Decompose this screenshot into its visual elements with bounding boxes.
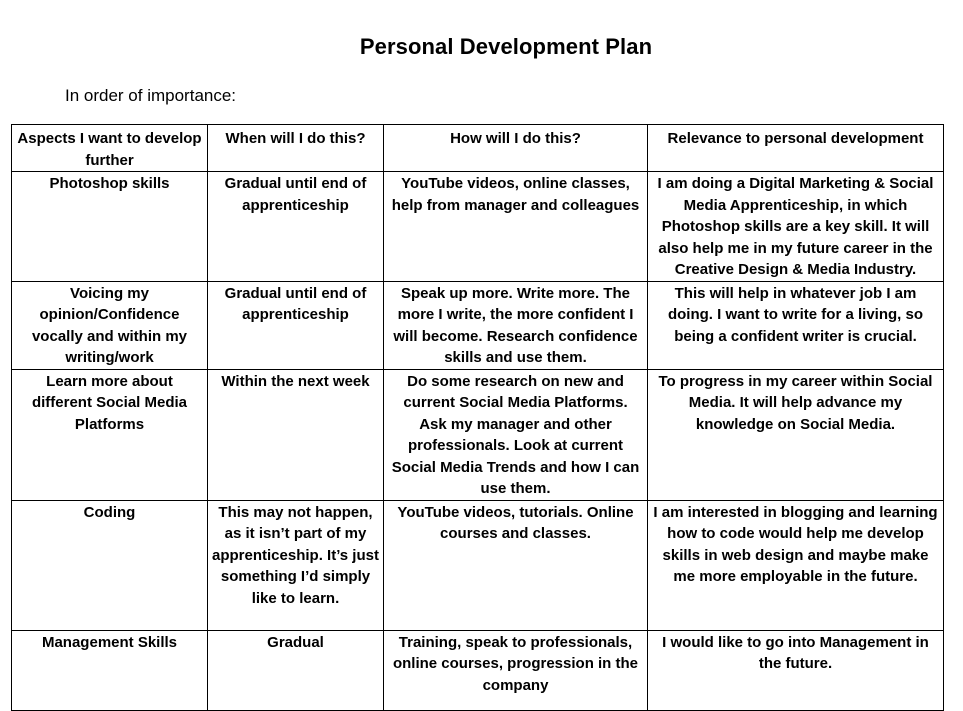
cell-aspect: Photoshop skills [12, 172, 208, 282]
header-aspects: Aspects I want to develop further [12, 125, 208, 172]
cell-how: Speak up more. Write more. The more I write, the more confident I will become. Research confidence skills and use them. [384, 281, 648, 369]
cell-relevance: This will help in whatever job I am doing. I want to write for a living, so being a confident writer is crucial. [648, 281, 944, 369]
cell-when: This may not happen, as it isn’t part of my apprenticeship. It’s just something I’d simply like to learn. [208, 500, 384, 630]
cell-how[interactable]: YouTube videos, tutorials. Online courses and classes. [384, 500, 648, 630]
cell-when: Gradual [208, 630, 384, 710]
cell-relevance: I would like to go into Management in the future. [648, 630, 944, 710]
cell-aspect: Voicing my opinion/Confidence vocally and within my writing/work [12, 281, 208, 369]
cell-relevance: I am interested in blogging and learning how to code would help me develop skills in web design and maybe make me more employable in the future. [648, 500, 944, 630]
header-relevance: Relevance to personal development [648, 125, 944, 172]
cell-when: Gradual until end of apprenticeship [208, 281, 384, 369]
cell-how: Training, speak to professionals, online courses, progression in the company [384, 630, 648, 710]
cell-when: Within the next week [208, 369, 384, 500]
cell-aspect: Management Skills [12, 630, 208, 710]
development-plan-table [11, 124, 944, 711]
cell-relevance: To progress in my career within Social Media. It will help advance my knowledge on Social Media. [648, 369, 944, 500]
cell-aspect: Learn more about different Social Media Platforms [12, 369, 208, 500]
table-header-row [12, 125, 944, 172]
header-when: When will I do this? [208, 125, 384, 172]
document-subtitle: In order of importance: [65, 86, 237, 105]
table-row [12, 172, 944, 282]
cell-how: Do some research on new and current Social Media Platforms. Ask my manager and other professionals. Look at current Social Media Trends and how I can use them. [384, 369, 648, 500]
table-row [12, 630, 944, 710]
table-row [12, 500, 944, 630]
table-row [12, 369, 944, 500]
header-how: How will I do this? [384, 125, 648, 172]
cell-aspect: Coding [12, 500, 208, 630]
table-row [12, 281, 944, 369]
document-title: Personal Development Plan [359, 34, 653, 59]
cell-relevance: I am doing a Digital Marketing & Social Media Apprenticeship, in which Photoshop skills are a key skill. It will also help me in my future career in the Creative Design & Media Industry. [648, 172, 944, 282]
cell-when: Gradual until end of apprenticeship [208, 172, 384, 282]
cell-how: YouTube videos, online classes, help from manager and colleagues [384, 172, 648, 282]
